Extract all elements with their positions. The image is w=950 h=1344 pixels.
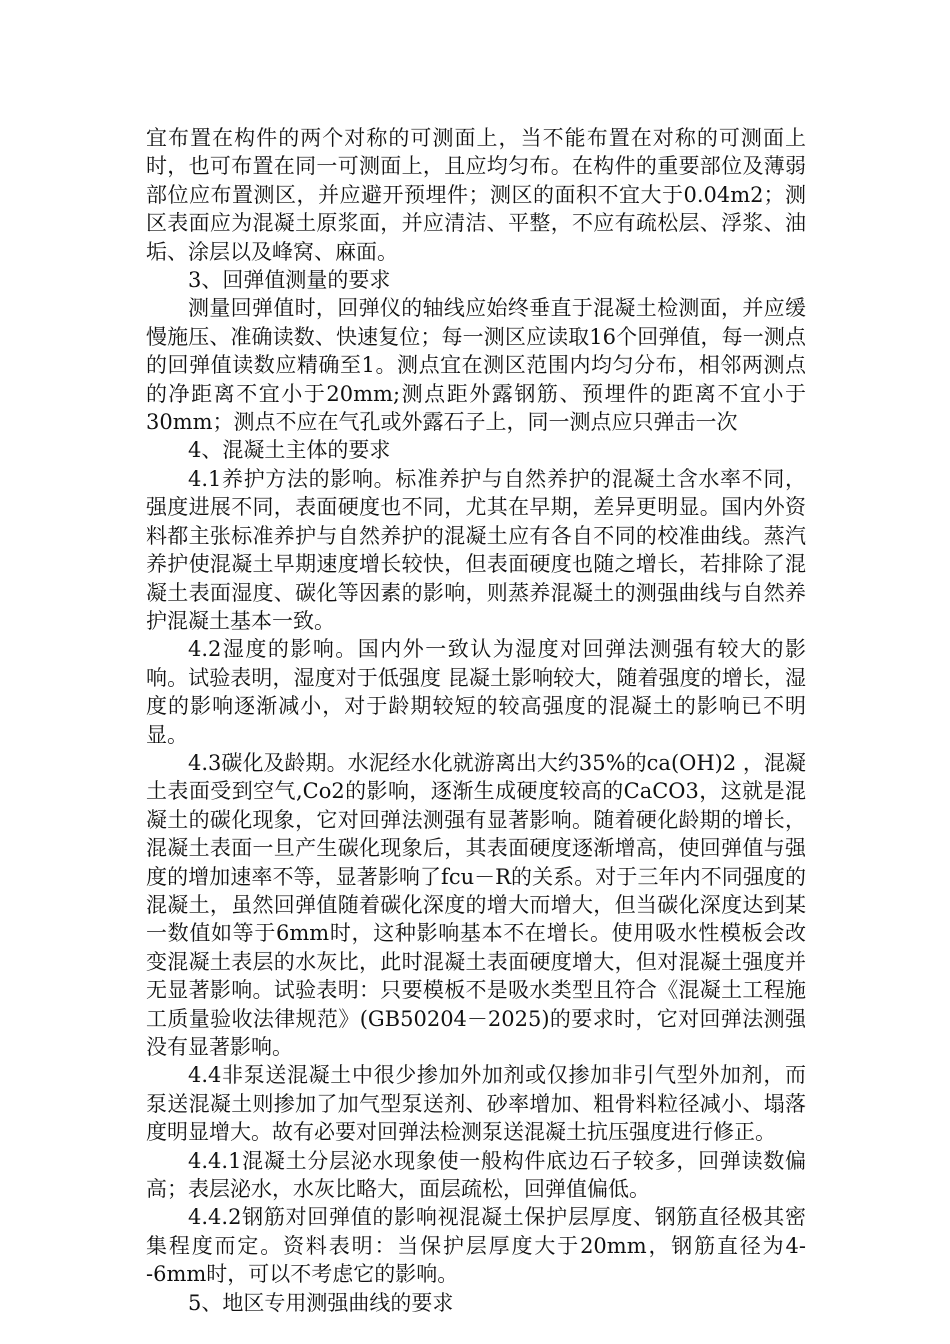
- section-heading-rebound-measurement: 3、回弹值测量的要求: [188, 268, 391, 293]
- paragraph-humidity: 4.2湿度的影响。国内外一致认为湿度对回弹法测强有较大的影响。试验表明，湿度对于低强度 昆凝土影响较大，随着强度的增长，湿度的影响逐渐减小，对于龄期较短的较高强度的混凝土的影响已不明显。: [146, 637, 806, 747]
- paragraph-bleeding: 4.4.1混凝土分层泌水现象使一般构件底边石子较多，回弹读数偏高；表层泌水，水灰比略大，面层疏松，回弹值偏低。: [146, 1148, 806, 1202]
- section-heading-regional-curve: 5、地区专用测强曲线的要求: [188, 1290, 454, 1315]
- paragraph-rebar-influence: 4.4.2钢筋对回弹值的影响视混凝土保护层厚度、钢筋直径极其密集程度而定。资料表明：当保护层厚度大于20mm，钢筋直径为4--6mm时，可以不考虑它的影响。: [146, 1205, 806, 1287]
- section-heading-concrete-body: 4、混凝土主体的要求: [188, 438, 391, 463]
- paragraph-carbonation-age: 4.3碳化及龄期。水泥经水化就游离出大约35%的ca(OH)2 ，混凝土表面受到空气,Co2的影响，逐渐生成硬度较高的CaCO3，这就是混凝土的碳化现象，它对回弹法测强有显著影响。随着硬化龄期的增长，混凝土表面一旦产生碳化现象后，其表面硬度逐渐增高，使回弹值与强度的增加速率不等，显著影响了fcu－R的关系。对于三年内不同强度的混凝土，虽然回弹值随着碳化深度的增大而增大，但当碳化深度达到某一数值如等于6mm时，这种影响基本不在增长。使用吸水性模板会改变混凝土表层的水灰比，此时混凝土表面硬度增大，但对混凝土强度并无显著影响。试验表明：只要模板不是吸水类型且符合《混凝土工程施工质量验收法律规范》(GB50204－2025)的要求时，它对回弹法测强没有显著影响。: [146, 750, 806, 1059]
- document-body: [146, 124, 806, 1317]
- paragraph-rebound-measurement: 测量回弹值时，回弹仪的轴线应始终垂直于混凝土检测面，并应缓慢施压、准确读数、快速复位；每一测区应读取16个回弹值，每一测点的回弹值读数应精确至1。测点宜在测区范围内均匀分布，相邻两测点的净距离不宜小于20mm;测点距外露钢筋、预埋件的距离不宜小于30mm；测点不应在气孔或外露石子上，同一测点应只弹击一次: [146, 296, 806, 435]
- paragraph-measurement-area-layout: 宜布置在构件的两个对称的可测面上，当不能布置在对称的可测面上时，也可布置在同一可测面上，且应均匀布。在构件的重要部位及薄弱部位应布置测区，并应避开预埋件；测区的面积不宜大于0.04m2；测区表面应为混凝土原浆面，并应清洁、平整，不应有疏松层、浮浆、油垢、涂层以及峰窝、麻面。: [146, 126, 806, 264]
- paragraph-curing-method: 4.1养护方法的影响。标准养护与自然养护的混凝土含水率不同，强度进展不同，表面硬度也不同，尤其在早期，差异更明显。国内外资料都主张标准养护与自然养护的混凝土应有各自不同的校准曲线。蒸汽养护使混凝土早期速度增长较快，但表面硬度也随之增长，若排除了混凝土表面湿度、碳化等因素的影响，则蒸养混凝土的测强曲线与自然养护混凝土基本一致。: [146, 466, 806, 633]
- paragraph-pumped-concrete: 4.4非泵送混凝土中很少掺加外加剂或仅掺加非引气型外加剂，而泵送混凝土则掺加了加气型泵送剂、砂率增加、粗骨料粒径减小、塌落度明显增大。故有必要对回弹法检测泵送混凝土抗压强度进行修正。: [146, 1063, 806, 1145]
